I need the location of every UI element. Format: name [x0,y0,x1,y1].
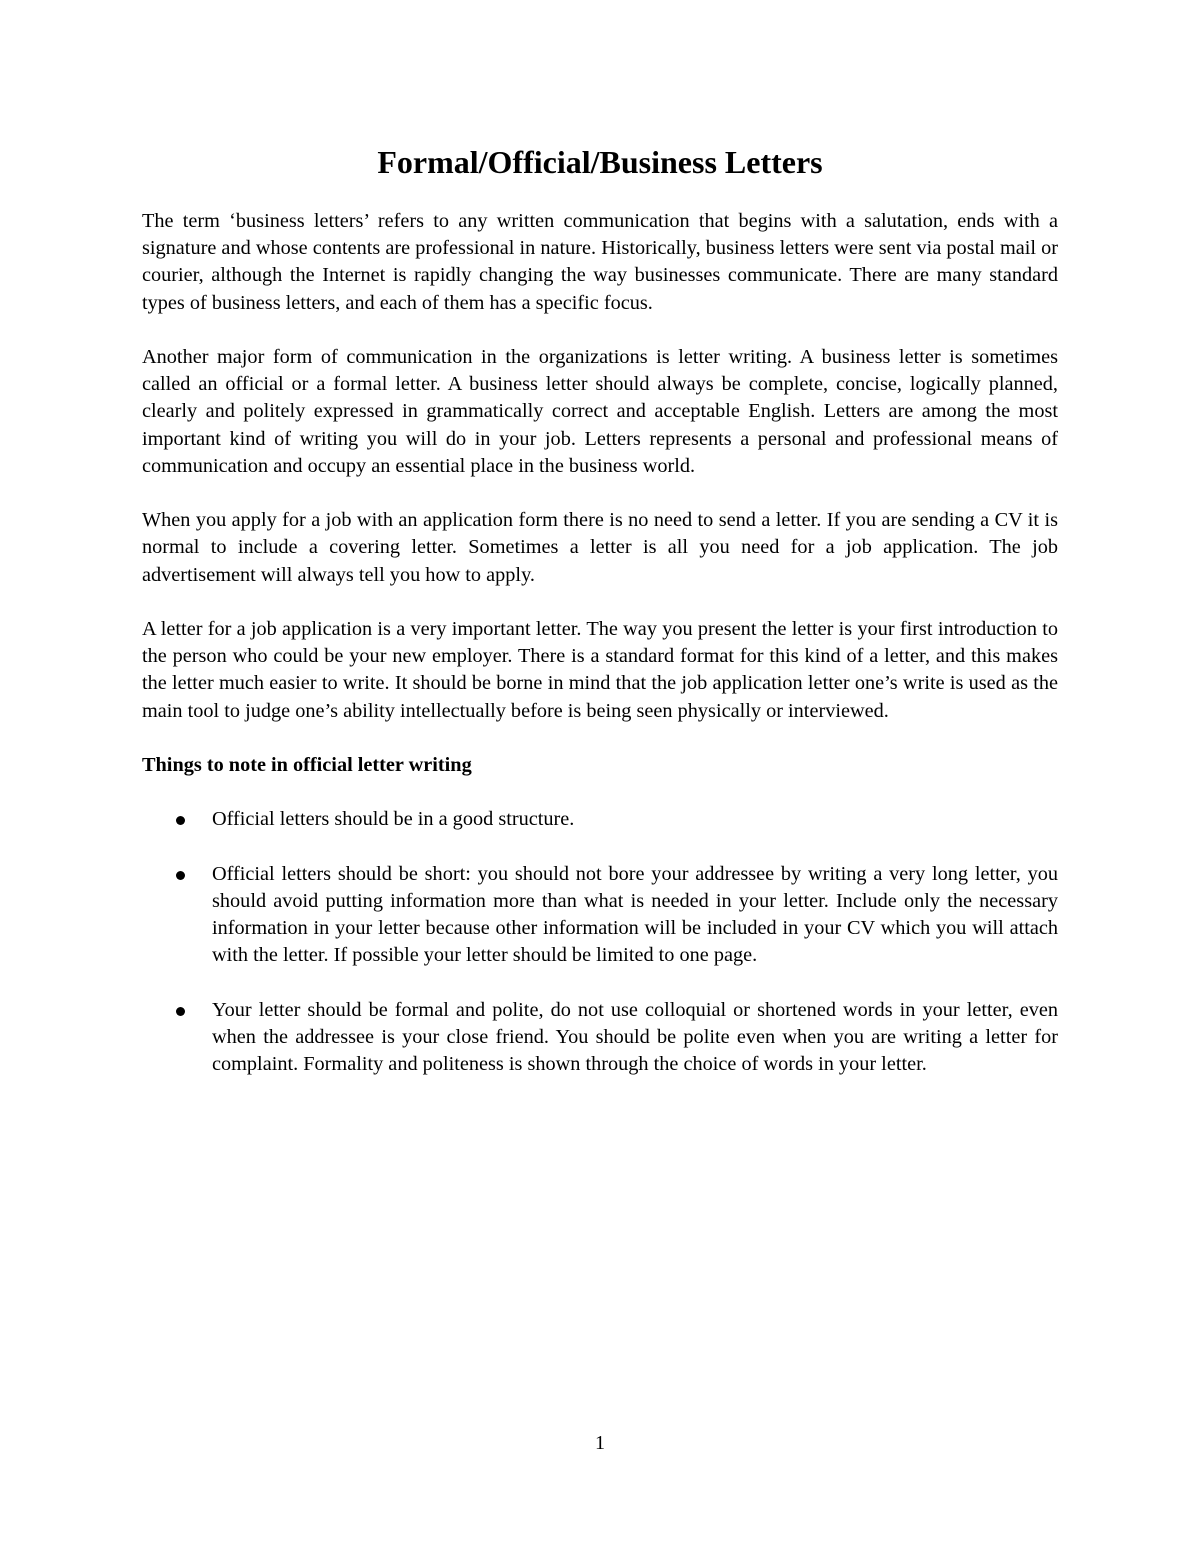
bullet-icon [176,816,185,825]
section-heading: Things to note in official letter writing [142,754,472,776]
bullet-icon [176,1007,185,1016]
bullet-list [142,806,1058,1078]
page-number: 1 [595,1432,605,1454]
list-item [142,997,1058,1079]
list-item [142,861,1058,970]
paragraph-business-letters-definition: The term ‘business letters’ refers to any written communication that begins with a salutation, ends with a signature and whose contents are professional in nature. Historically, business letters were sent via postal mail or courier, although the Internet is rapidly changing the way businesses communicate. There are many standard types of business letters, and each of them has a specific focus. [142,210,1058,314]
bullet-icon [176,871,185,880]
page-title: Formal/Official/Business Letters [377,144,823,180]
paragraph-letter-writing: Another major form of communication in the organizations is letter writing. A business letter is sometimes called an official or a formal letter. A business letter should always be complete, concise, logically planned, clearly and politely expressed in grammatically correct and acceptable English. Letters are among the most important kind of writing you will do in your job. Letters represents a personal and professional means of communication and occupy an essential place in the business world. [142,346,1058,477]
list-item-text: Your letter should be formal and polite, do not use colloquial or shortened words in your letter, even when the addressee is your close friend. You should be polite even when you are writing a letter for complaint. Formality and politeness is shown through the choice of words in your letter. [212,998,1058,1076]
paragraph-job-application-form: When you apply for a job with an application form there is no need to send a letter. If you are sending a CV it is normal to include a covering letter. Sometimes a letter is all you need for a job application. The job advertisement will always tell you how to apply. [142,509,1058,586]
list-item [142,806,1058,833]
list-item-text: Official letters should be in a good structure. [212,808,575,831]
document-body [142,208,1058,1106]
paragraph-job-application-letter: A letter for a job application is a very important letter. The way you present the letter is your first introduction to the person who could be your new employer. There is a standard format for this kind of a letter, and this makes the letter much easier to write. It should be borne in mind that the job application letter one’s write is used as the main tool to judge one’s ability intellectually before is being seen physically or interviewed. [142,618,1058,722]
list-item-text: Official letters should be short: you should not bore your addressee by writing a very long letter, you should avoid putting information more than what is needed in your letter. Include only the necessary information in your letter because other information will be included in your CV which you will attach with the letter. If possible your letter should be limited to one page. [212,862,1058,967]
